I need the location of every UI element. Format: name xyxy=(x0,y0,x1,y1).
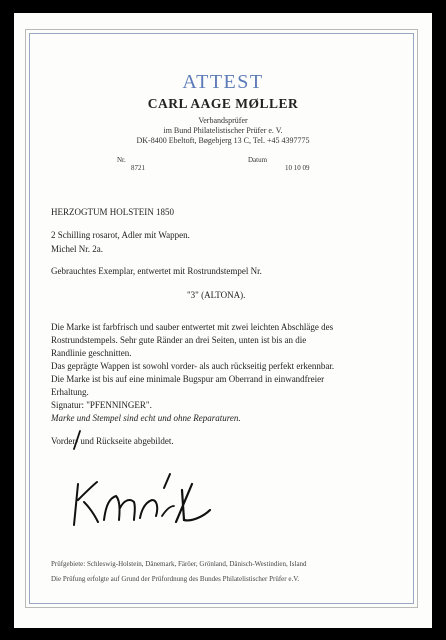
examiner-name: CARL AAGE MØLLER xyxy=(147,96,299,111)
date-value: 10 10 09 xyxy=(285,164,310,172)
genuine-statement: Marke und Stempel sind echt und ohne Reparaturen. xyxy=(51,413,241,423)
body-line-5: Die Marke ist bis auf eine minimale Bugspur am Oberrand in einwandfreier xyxy=(51,374,325,384)
body-line-6: Erhaltung. xyxy=(51,387,89,397)
images-note: Vorder- und Rückseite abgebildet. xyxy=(51,436,174,446)
examiner-address: DK-8400 Ebeltoft, Bøgebjerg 13 C, Tel. +45 4397775 xyxy=(136,136,310,145)
body-line-4: Das geprägte Wappen ist sowohl vorder- als auch rückseitig perfekt erkennbar. xyxy=(51,361,335,371)
stamp-heading: HERZOGTUM HOLSTEIN 1850 xyxy=(51,207,174,217)
body-line-3: Randlinie geschnitten. xyxy=(51,348,132,358)
examination-areas: Prüfgebiete: Schleswig-Holstein, Dänemark, Färöer, Grönland, Dänisch-Westindien, Island xyxy=(51,560,307,568)
signature-note: Signatur: "PFENNINGER". xyxy=(51,400,152,410)
examination-rules: Die Prüfung erfolgte auf Grund der Prüfordnung des Bundes Philatelistischer Prüfer e.V. xyxy=(51,575,300,583)
date-label: Datum xyxy=(248,156,268,164)
cancel-text: "3" (ALTONA). xyxy=(187,290,246,300)
pen-mark xyxy=(70,430,84,450)
examiner-role: Verbandsprüfer xyxy=(198,116,248,125)
nr-label: Nr. xyxy=(117,156,126,164)
nr-value: 8721 xyxy=(131,164,145,172)
handwritten-signature xyxy=(64,470,244,530)
examiner-association: im Bund Philatelistischer Prüfer e. V. xyxy=(163,126,283,135)
certificate-title: ATTEST xyxy=(182,71,264,93)
stamp-description: 2 Schilling rosarot, Adler mit Wappen. xyxy=(51,230,190,240)
usage-text: Gebrauchtes Exemplar, entwertet mit Rostrundstempel Nr. xyxy=(51,266,262,276)
body-line-2: Rostrundstempels. Sehr gute Ränder an drei Seiten, unten ist bis an die xyxy=(51,335,307,345)
body-line-1: Die Marke ist farbfrisch und sauber entwertet mit zwei leichten Abschläge des xyxy=(51,322,334,332)
michel-number: Michel Nr. 2a. xyxy=(51,244,103,254)
